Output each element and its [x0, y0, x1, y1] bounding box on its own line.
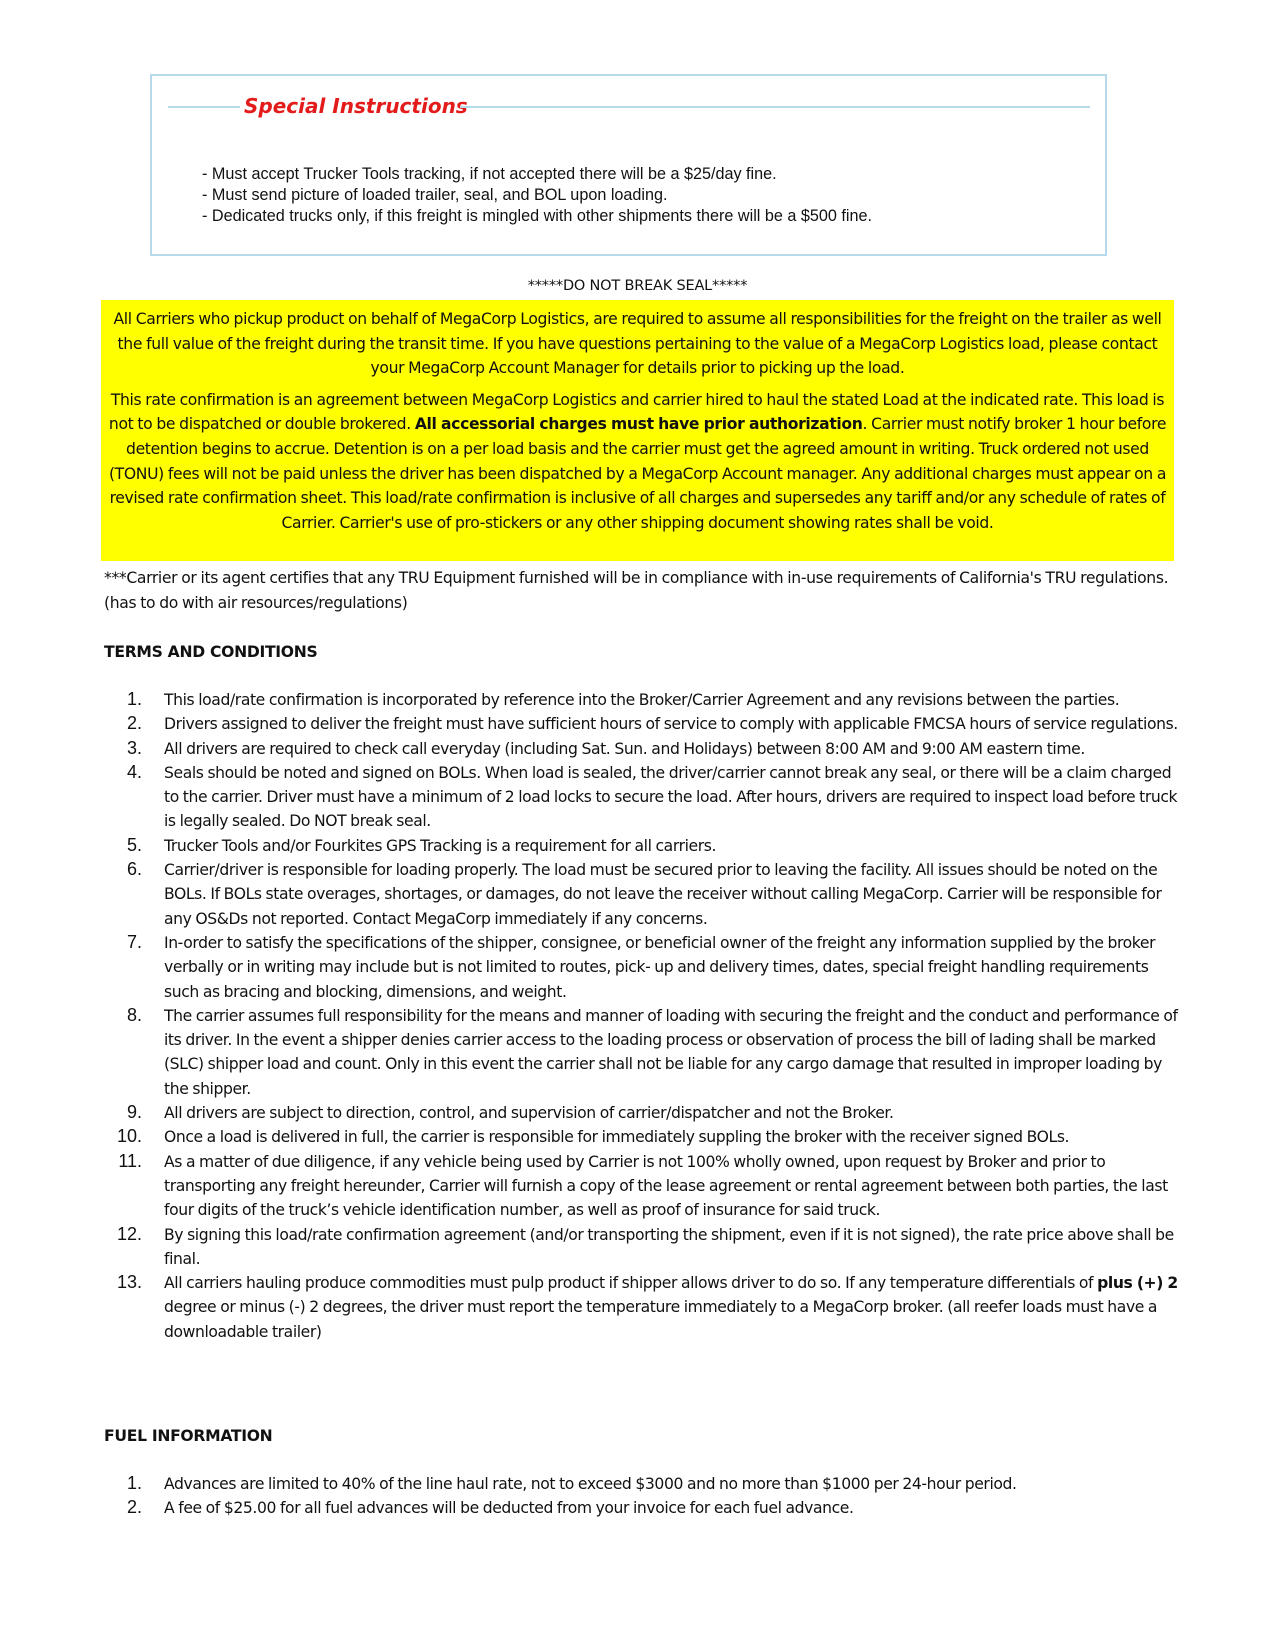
- item-number: 1.: [126, 689, 142, 709]
- terms-heading: TERMS AND CONDITIONS: [104, 643, 318, 661]
- item-number: 5.: [126, 834, 142, 855]
- carrier-responsibility-notice: [101, 300, 1174, 561]
- fuel-list: [0, 1472, 1184, 1521]
- item-number: 12.: [116, 1223, 142, 1244]
- instruction-item: - Must send picture of loaded trailer, seal, and BOL upon loading.: [202, 186, 668, 204]
- seal-notice: *****DO NOT BREAK SEAL*****: [527, 278, 748, 294]
- fuel-heading: FUEL INFORMATION: [104, 1427, 273, 1445]
- item-number: 10.: [116, 1126, 142, 1147]
- responsibility-paragraph: All Carriers who pickup product on behalf of MegaCorp Logistics, are required to assume all responsibilities for the freight on the trailer as well the full value of the freight during the transit time. If you have questions pertaining to the value of a MegaCorp Logistics load, please contact your MegaCorp Account Manager for details prior to picking up the load.: [113, 310, 1162, 378]
- item-number: 7.: [126, 931, 142, 952]
- accessorial-emphasis: All accessorial charges must have prior authorization: [414, 415, 863, 434]
- rate-agreement-paragraph: [107, 388, 1168, 536]
- item-number: 2.: [126, 1497, 142, 1518]
- item-text: Advances are limited to 40% of the line haul rate, not to exceed $3000 and no more than $1000 per 24-hour period.: [164, 1475, 1017, 1493]
- item-text: The carrier assumes full responsibility for the means and manner of loading with securing the freight and the conduct and performance of its driver. In the event a shipper denies carrier access to the loading process or observation of process the bill of lading shall be marked (SLC) shipper load and count. Only in this event the carrier shall not be liable for any cargo damage that resulted in improper loading by the shipper.: [164, 1006, 1178, 1098]
- item-text: In-order to satisfy the specifications of the shipper, consignee, or beneficial owner of the freight any information supplied by the broker verbally or in writing may include but is not limited to routes, pick- up and delivery times, dates, special freight handling requirements such as bracing and blocking, dimensions, and weight.: [164, 933, 1156, 1001]
- list-item: [0, 1472, 1184, 1496]
- list-item: [0, 1150, 1184, 1223]
- paragraph-text: . Carrier must notify broker 1 hour before detention begins to accrue. Detention is on a per load basis and the carrier must get the agreed amount in writing. Truck ordered not used (TONU) fees will not be paid unless the driver has been dispatched by a MegaCorp Account manager. Any additional charges must appear on a revised rate confirmation sheet. This load/rate confirmation is inclusive of all charges and supersedes any tariff and/or any schedule of rates of Carrier. Carrier's use of pro-stickers or any other shipping document showing rates shall be void.: [108, 415, 1167, 532]
- item-text: Carrier/driver is responsible for loading properly. The load must be secured prior to leaving the facility. All issues should be noted on the BOLs. If BOLs state overages, shortages, or damages, do not leave the receiver without calling MegaCorp. Carrier will be responsible for any OS&Ds not reported. Contact MegaCorp immediately if any concerns.: [164, 861, 1162, 928]
- item-number: 2.: [126, 713, 142, 734]
- item-text: This load/rate confirmation is incorporated by reference into the Broker/Carrier Agreement and any revisions between the parties.: [164, 691, 1120, 709]
- item-number: 11.: [118, 1150, 142, 1171]
- item-text: Once a load is delivered in full, the carrier is responsible for immediately suppling the broker with the receiver signed BOLs.: [164, 1128, 1070, 1147]
- item-number: 3.: [126, 737, 142, 758]
- instruction-item: - Dedicated trucks only, if this freight is mingled with other shipments there will be a $500 fine.: [202, 207, 873, 225]
- instruction-item: - Must accept Trucker Tools tracking, if not accepted there will be a $25/day fine.: [202, 165, 777, 183]
- list-item: [0, 834, 1184, 858]
- list-item: [0, 931, 1184, 1004]
- list-item: [0, 1496, 1184, 1520]
- paragraph-text: This rate confirmation is an agreement between MegaCorp Logistics and carrier hired to haul the stated Load at the indicated rate. This load is not to be dispatched or double brokered.: [108, 390, 1165, 434]
- title-rule-left: [168, 106, 240, 108]
- list-item: [0, 712, 1184, 736]
- terms-list: [0, 688, 1184, 1344]
- list-item: [0, 1223, 1184, 1272]
- item-number: 9.: [126, 1102, 142, 1123]
- item-text: All carriers hauling produce commodities must pulp product if shipper allows driver to do so. If any temperature differentials of plus (+) 2 degree or minus (-) 2 degrees, the driver must report the temperature immediately to a MegaCorp broker. (all reefer loads must have a downloadable trailer): [164, 1274, 1178, 1341]
- item-emphasis: plus (+) 2: [1097, 1274, 1178, 1293]
- item-number: 13.: [116, 1272, 142, 1293]
- list-item: [0, 737, 1184, 761]
- list-item: [0, 858, 1184, 931]
- item-text: Trucker Tools and/or Fourkites GPS Tracking is a requirement for all carriers.: [164, 836, 716, 855]
- title-rule-right: [460, 106, 1090, 108]
- item-number: 6.: [126, 859, 142, 880]
- tru-compliance-note: ***Carrier or its agent certifies that any TRU Equipment furnished will be in compliance with in-use requirements of California's TRU regulations. (has to do with air resources/regulations): [104, 569, 1169, 612]
- item-number: 1.: [126, 1473, 142, 1493]
- special-instructions-box: [150, 74, 1107, 256]
- list-item: [0, 761, 1184, 834]
- item-text: Drivers assigned to deliver the freight must have sufficient hours of service to comply with applicable FMCSA hours of service regulations.: [164, 715, 1178, 734]
- list-item: [0, 1004, 1184, 1101]
- item-number: 8.: [126, 1004, 142, 1025]
- item-text: All drivers are required to check call everyday (including Sat. Sun. and Holidays) between 8:00 AM and 9:00 AM eastern time.: [164, 739, 1085, 758]
- special-instructions-list: [202, 164, 872, 227]
- item-text: All drivers are subject to direction, control, and supervision of carrier/dispatcher and not the Broker.: [164, 1104, 894, 1123]
- special-instructions-title: Special Instructions: [244, 94, 468, 118]
- item-text: By signing this load/rate confirmation agreement (and/or transporting the shipment, even if it is not signed), the rate price above shall be final.: [164, 1225, 1174, 1268]
- list-item: [0, 1271, 1184, 1344]
- list-item: [0, 688, 1184, 712]
- item-text: As a matter of due diligence, if any vehicle being used by Carrier is not 100% wholly owned, upon request by Broker and prior to transporting any freight hereunder, Carrier will furnish a copy of the lease agreement or rental agreement between both parties, the last four digits of the truck’s vehicle identification number, as well as proof of insurance for said truck.: [164, 1152, 1168, 1220]
- item-text: A fee of $25.00 for all fuel advances will be deducted from your invoice for each fuel advance.: [164, 1499, 854, 1518]
- item-number: 4.: [126, 761, 142, 782]
- list-item: [0, 1125, 1184, 1149]
- item-text: Seals should be noted and signed on BOLs. When load is sealed, the driver/carrier cannot break any seal, or there will be a claim charged to the carrier. Driver must have a minimum of 2 load locks to secure the load. After hours, drivers are required to inspect load before truck is legally sealed. Do NOT break seal.: [164, 763, 1178, 831]
- list-item: [0, 1101, 1184, 1125]
